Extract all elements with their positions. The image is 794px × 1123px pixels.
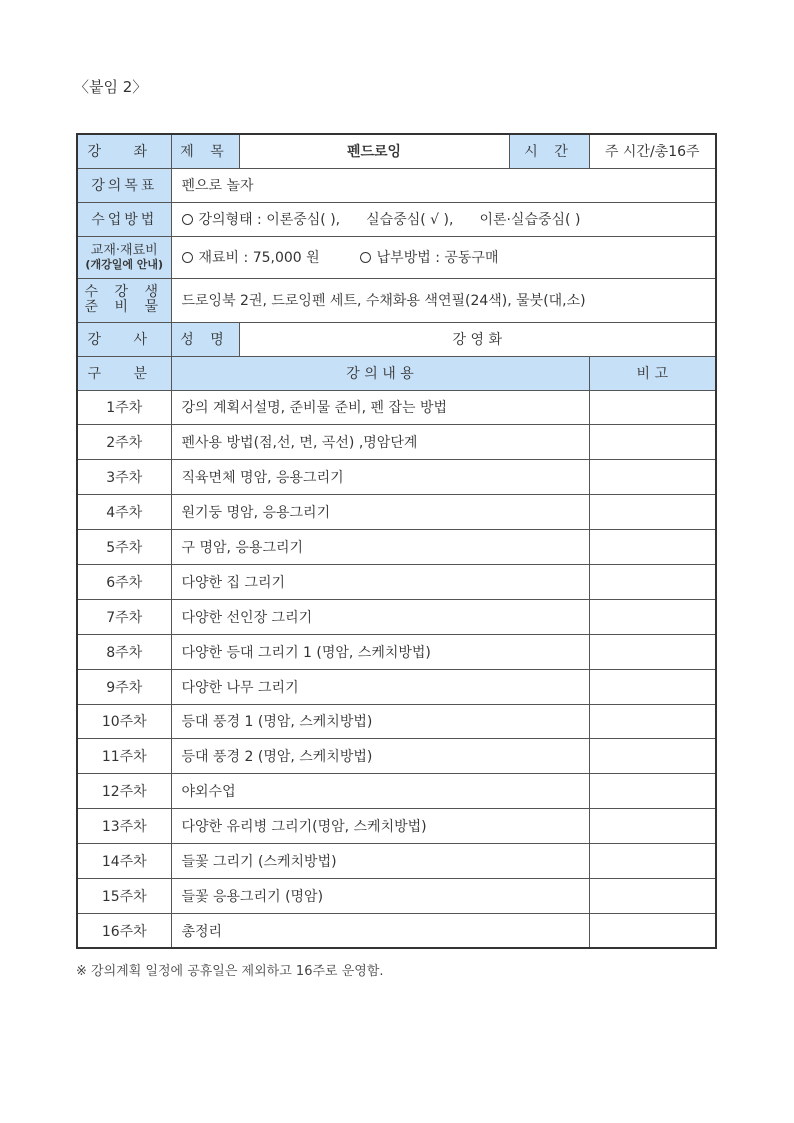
schedule-row [77,913,716,948]
title-label: 제 목 [171,134,239,168]
content-cell: 다양한 나무 그리기 [171,669,589,704]
content-cell: 강의 계획서설명, 준비물 준비, 펜 잡는 방법 [171,390,589,425]
remarks-cell [589,844,716,879]
remarks-cell [589,704,716,739]
method-row [77,202,716,236]
remarks-cell [589,390,716,425]
week-cell: 16주차 [77,913,171,948]
schedule-row [77,878,716,913]
remarks-cell [589,913,716,948]
content-cell: 들꽃 응용그리기 (명암) [171,878,589,913]
schedule-row [77,425,716,460]
content-cell: 다양한 집 그리기 [171,564,589,599]
schedule-header-row [77,356,716,390]
instructor-name: 강 영 화 [239,322,716,356]
schedule-row [77,669,716,704]
content-header: 강 의 내 용 [171,356,589,390]
content-cell: 구 명암, 응용그리기 [171,530,589,565]
week-cell: 9주차 [77,669,171,704]
week-cell: 12주차 [77,774,171,809]
schedule-row [77,739,716,774]
content-cell: 등대 풍경 1 (명암, 스케치방법) [171,704,589,739]
course-title: 펜드로잉 [239,134,509,168]
method-label: 수업방법 [77,202,171,236]
content-cell: 펜사용 방법(점,선, 면, 곡선) ,명암단계 [171,425,589,460]
content-cell: 야외수업 [171,774,589,809]
content-cell: 등대 풍경 2 (명암, 스케치방법) [171,739,589,774]
content-cell: 다양한 선인장 그리기 [171,599,589,634]
remarks-cell [589,425,716,460]
content-cell: 다양한 유리병 그리기(명암, 스케치방법) [171,809,589,844]
remarks-cell [589,460,716,495]
method-value: 강의형태 : 이론중심( ), 실습중심( √ ), 이론·실습중심( ) [171,202,716,236]
materials-fee-value: 재료비 : 75,000 원 납부방법 : 공동구매 [171,236,716,278]
materials-fee-row [77,236,716,278]
remarks-cell [589,739,716,774]
week-cell: 14주차 [77,844,171,879]
week-cell: 13주차 [77,809,171,844]
week-cell: 3주차 [77,460,171,495]
footnote: ※ 강의계획 일정에 공휴일은 제외하고 16주로 운영함. [76,964,384,979]
schedule-row [77,704,716,739]
attachment-label: 〈붙임 2〉 [74,78,148,96]
schedule-row [77,390,716,425]
remarks-cell [589,669,716,704]
remarks-cell [589,809,716,844]
circle-bullet-icon [360,252,371,263]
week-cell: 10주차 [77,704,171,739]
title-row [77,134,716,168]
instructor-label: 강 사 [77,322,171,356]
week-cell: 15주차 [77,878,171,913]
instructor-row [77,322,716,356]
schedule-body [77,390,716,948]
schedule-row [77,530,716,565]
remarks-cell [589,530,716,565]
schedule-row [77,844,716,879]
circle-bullet-icon [182,214,193,225]
remarks-cell [589,564,716,599]
course-label: 강 좌 [77,134,171,168]
content-cell: 들꽃 그리기 (스케치방법) [171,844,589,879]
materials-fee-label: 교재·재료비 (개강일에 안내) [77,236,171,278]
week-cell: 7주차 [77,599,171,634]
goal-row [77,168,716,202]
time-label: 시 간 [509,134,589,168]
remarks-cell [589,774,716,809]
goal-label: 강의목표 [77,168,171,202]
week-cell: 1주차 [77,390,171,425]
remarks-cell [589,599,716,634]
supplies-row [77,278,716,322]
schedule-row [77,599,716,634]
division-header: 구 분 [77,356,171,390]
schedule-row [77,774,716,809]
week-cell: 2주차 [77,425,171,460]
course-plan-table [76,133,717,949]
remarks-header: 비 고 [589,356,716,390]
time-value: 주 시간/총16주 [589,134,716,168]
week-cell: 11주차 [77,739,171,774]
schedule-row [77,634,716,669]
goal-value: 펜으로 놀자 [171,168,716,202]
supplies-label: 수 강 생 준 비 물 [77,278,171,322]
schedule-row [77,495,716,530]
schedule-row [77,460,716,495]
content-cell: 총정리 [171,913,589,948]
week-cell: 6주차 [77,564,171,599]
week-cell: 4주차 [77,495,171,530]
instructor-name-label: 성 명 [171,322,239,356]
week-cell: 5주차 [77,530,171,565]
supplies-value: 드로잉북 2권, 드로잉펜 세트, 수채화용 색연필(24색), 물붓(대,소) [171,278,716,322]
week-cell: 8주차 [77,634,171,669]
schedule-row [77,564,716,599]
content-cell: 직육면체 명암, 응용그리기 [171,460,589,495]
remarks-cell [589,495,716,530]
remarks-cell [589,634,716,669]
content-cell: 다양한 등대 그리기 1 (명암, 스케치방법) [171,634,589,669]
content-cell: 원기둥 명암, 응용그리기 [171,495,589,530]
circle-bullet-icon [182,252,193,263]
schedule-row [77,809,716,844]
remarks-cell [589,878,716,913]
